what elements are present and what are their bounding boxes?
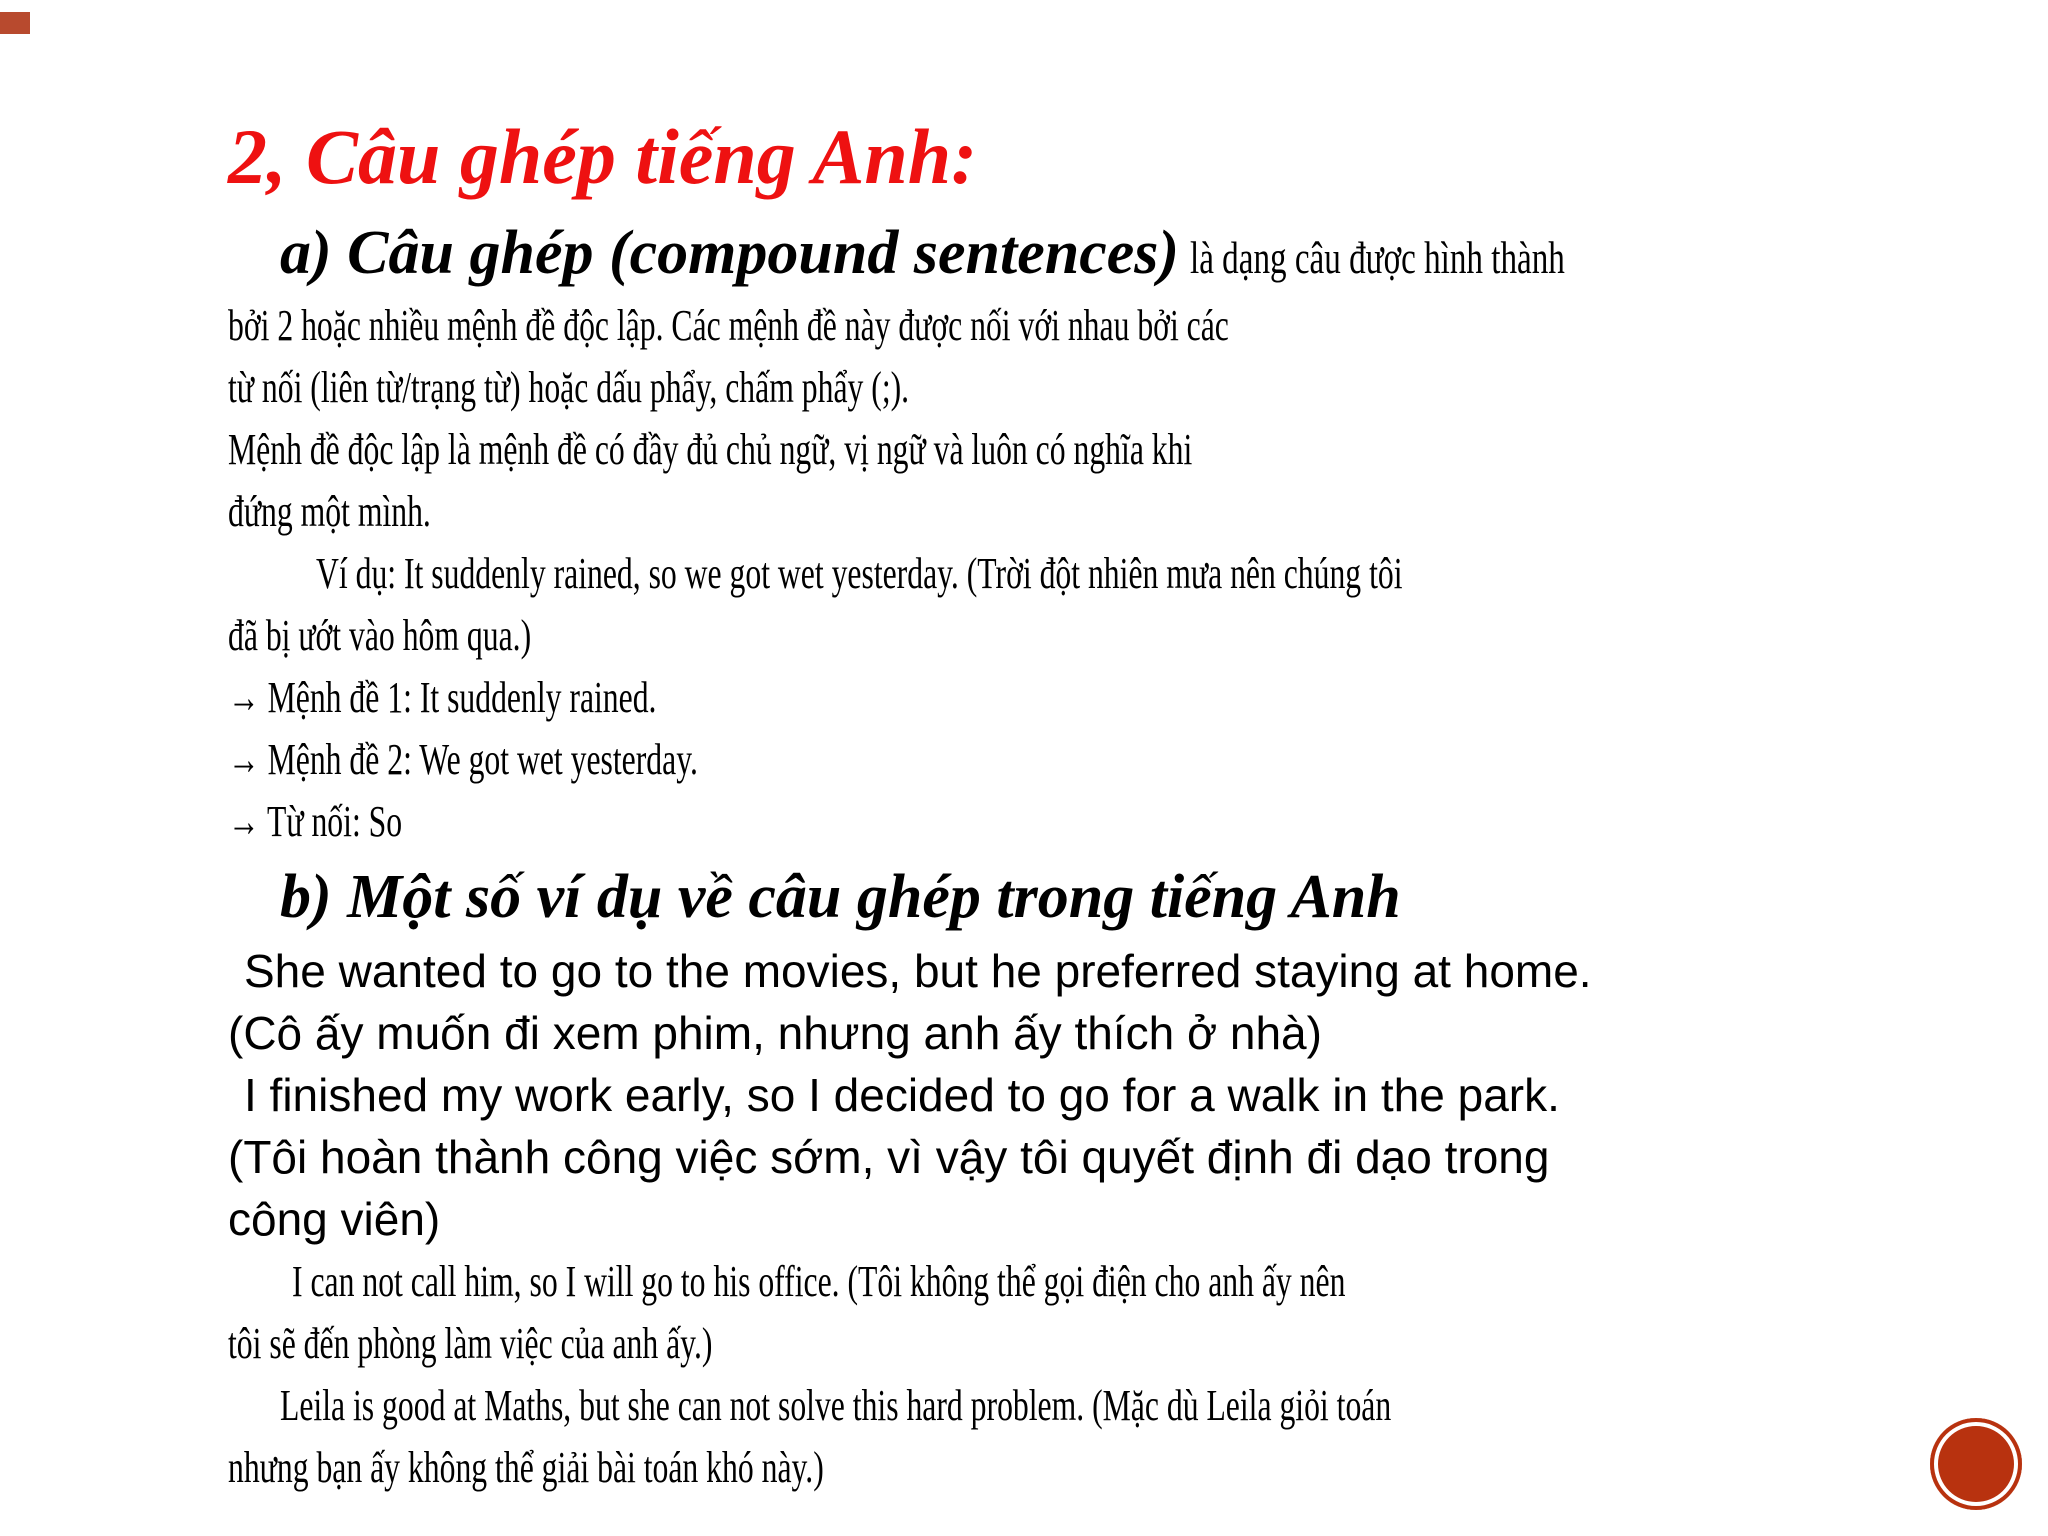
example-translation: nhưng bạn ấy không thể giải bài toán khó này.) bbox=[228, 1443, 824, 1492]
example-sentence: I can not call him, so I will go to his office. (Tôi không thể gọi điện cho anh ấy nên bbox=[292, 1257, 1346, 1306]
example-line: Ví dụ: It suddenly rained, so we got wet yesterday. (Trời đột nhiên mưa nên chúng tôi bbox=[316, 549, 1403, 598]
section-b-title-row bbox=[280, 862, 1401, 933]
section-a-title: a) Câu ghép (compound sentences) bbox=[280, 219, 1179, 287]
connector-line: → Từ nối: So bbox=[228, 797, 403, 846]
example-translation: (Tôi hoàn thành công việc sớm, vì vậy tôi quyết định đi dạo trong bbox=[228, 1131, 1550, 1183]
section-b-title: b) Một số ví dụ về câu ghép trong tiếng Anh bbox=[280, 863, 1401, 931]
clause-line: → Mệnh đề 2: We got wet yesterday. bbox=[228, 735, 698, 784]
section-a-line: bởi 2 hoặc nhiều mệnh đề độc lập. Các mệnh đề này được nối với nhau bởi các bbox=[228, 301, 1229, 350]
slide-heading: 2, Câu ghép tiếng Anh: bbox=[228, 113, 978, 200]
example-line: đã bị ướt vào hôm qua.) bbox=[228, 611, 532, 660]
example-translation: công viên) bbox=[228, 1193, 441, 1245]
example-translation: (Cô ấy muốn đi xem phim, nhưng anh ấy thích ở nhà) bbox=[228, 1007, 1322, 1059]
example-sentence: I finished my work early, so I decided to go for a walk in the park. bbox=[244, 1069, 1560, 1121]
slide-number-badge bbox=[1930, 1418, 2022, 1510]
section-a-row bbox=[280, 218, 1711, 289]
top-accent-tab bbox=[0, 12, 30, 34]
clause-line: → Mệnh đề 1: It suddenly rained. bbox=[228, 673, 657, 722]
section-a-line: từ nối (liên từ/trạng từ) hoặc dấu phẩy, chấm phẩy (;). bbox=[228, 363, 910, 412]
section-a-line: Mệnh đề độc lập là mệnh đề có đầy đủ chủ ngữ, vị ngữ và luôn có nghĩa khi bbox=[228, 425, 1193, 474]
section-a-line: đứng một mình. bbox=[228, 487, 431, 536]
example-sentence: She wanted to go to the movies, but he preferred staying at home. bbox=[244, 945, 1592, 997]
section-a-line: là dạng câu được hình thành bbox=[1190, 232, 1565, 283]
example-translation: tôi sẽ đến phòng làm việc của anh ấy.) bbox=[228, 1319, 713, 1368]
example-sentence: Leila is good at Maths, but she can not solve this hard problem. (Mặc dù Leila giỏi toán bbox=[280, 1381, 1392, 1430]
